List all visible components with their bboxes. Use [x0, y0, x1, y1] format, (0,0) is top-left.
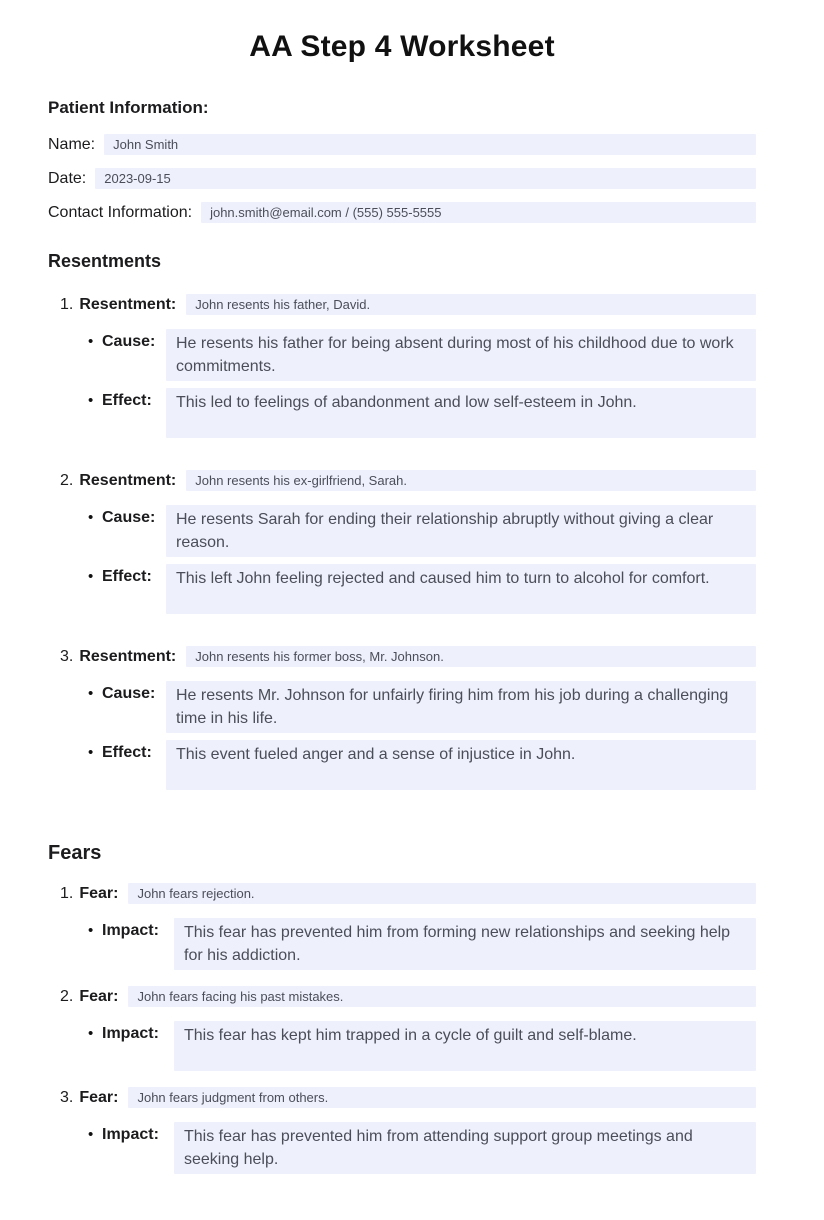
fears-heading: Fears: [48, 842, 102, 864]
effect-input[interactable]: This left John feeling rejected and caused him to turn to alcohol for comfort.: [166, 564, 756, 614]
impact-label: Impact:: [102, 922, 159, 939]
date-label: Date:: [48, 169, 87, 187]
cause-label: Cause:: [102, 509, 156, 526]
cause-input[interactable]: He resents Mr. Johnson for unfairly firing him from his job during a challenging time in his life.: [166, 681, 756, 733]
bullet-icon: •: [88, 744, 94, 761]
date-input[interactable]: 2023-09-15: [95, 168, 756, 189]
fear-row: [60, 1087, 756, 1108]
resentment-input[interactable]: John resents his former boss, Mr. Johnson.: [186, 646, 756, 667]
cause-row: [88, 681, 756, 733]
impact-row: [88, 1122, 756, 1174]
name-row: [48, 134, 756, 155]
impact-row: [88, 918, 756, 970]
impact-input[interactable]: This fear has kept him trapped in a cycle of guilt and self-blame.: [174, 1021, 756, 1071]
resentment-item: [48, 470, 756, 614]
effect-row: [88, 740, 756, 790]
bullet-icon: •: [88, 1126, 94, 1143]
resentment-label: Resentment:: [79, 647, 177, 665]
fear-input[interactable]: John fears rejection.: [128, 883, 756, 904]
effect-label: Effect:: [102, 744, 152, 761]
fear-input[interactable]: John fears judgment from others.: [128, 1087, 756, 1108]
impact-row: [88, 1021, 756, 1071]
cause-row: [88, 329, 756, 381]
item-number: 1.: [60, 884, 74, 902]
resentment-label: Resentment:: [79, 471, 177, 489]
item-number: 1.: [60, 295, 74, 313]
item-number: 3.: [60, 1088, 74, 1106]
item-number: 2.: [60, 471, 74, 489]
effect-label: Effect:: [102, 392, 152, 409]
effect-input[interactable]: This led to feelings of abandonment and low self-esteem in John.: [166, 388, 756, 438]
fear-row: [60, 883, 756, 904]
impact-label: Impact:: [102, 1025, 159, 1042]
contact-row: [48, 202, 756, 223]
bullet-icon: •: [88, 333, 94, 350]
resentment-row: [60, 470, 756, 491]
resentment-row: [60, 294, 756, 315]
impact-input[interactable]: This fear has prevented him from forming new relationships and seeking help for his addiction.: [174, 918, 756, 970]
effect-row: [88, 564, 756, 614]
effect-label: Effect:: [102, 568, 152, 585]
item-number: 2.: [60, 987, 74, 1005]
item-number: 3.: [60, 647, 74, 665]
bullet-icon: •: [88, 568, 94, 585]
fear-item: [48, 1087, 756, 1174]
name-input[interactable]: John Smith: [104, 134, 756, 155]
fear-item: [48, 986, 756, 1071]
resentment-item: [48, 646, 756, 790]
fear-input[interactable]: John fears facing his past mistakes.: [128, 986, 756, 1007]
cause-label: Cause:: [102, 685, 156, 702]
date-row: [48, 168, 756, 189]
resentment-label: Resentment:: [79, 295, 177, 313]
name-label: Name:: [48, 135, 96, 153]
contact-label: Contact Information:: [48, 203, 193, 221]
bullet-icon: •: [88, 922, 94, 939]
impact-input[interactable]: This fear has prevented him from attending support group meetings and seeking help.: [174, 1122, 756, 1174]
patient-info-heading: Patient Information:: [48, 98, 209, 117]
resentment-item: [48, 294, 756, 438]
impact-label: Impact:: [102, 1126, 159, 1143]
fear-label: Fear:: [79, 987, 119, 1005]
effect-row: [88, 388, 756, 438]
resentment-input[interactable]: John resents his father, David.: [186, 294, 756, 315]
resentment-input[interactable]: John resents his ex-girlfriend, Sarah.: [186, 470, 756, 491]
bullet-icon: •: [88, 1025, 94, 1042]
cause-input[interactable]: He resents his father for being absent during most of his childhood due to work commitments.: [166, 329, 756, 381]
bullet-icon: •: [88, 509, 94, 526]
effect-input[interactable]: This event fueled anger and a sense of injustice in John.: [166, 740, 756, 790]
bullet-icon: •: [88, 685, 94, 702]
contact-input[interactable]: john.smith@email.com / (555) 555-5555: [201, 202, 756, 223]
cause-input[interactable]: He resents Sarah for ending their relationship abruptly without giving a clear reason.: [166, 505, 756, 557]
fear-label: Fear:: [79, 884, 119, 902]
cause-row: [88, 505, 756, 557]
page-title: AA Step 4 Worksheet: [249, 30, 555, 63]
bullet-icon: •: [88, 392, 94, 409]
fear-item: [48, 883, 756, 970]
cause-label: Cause:: [102, 333, 156, 350]
fear-label: Fear:: [79, 1088, 119, 1106]
resentment-row: [60, 646, 756, 667]
fear-row: [60, 986, 756, 1007]
resentments-heading: Resentments: [48, 251, 162, 271]
